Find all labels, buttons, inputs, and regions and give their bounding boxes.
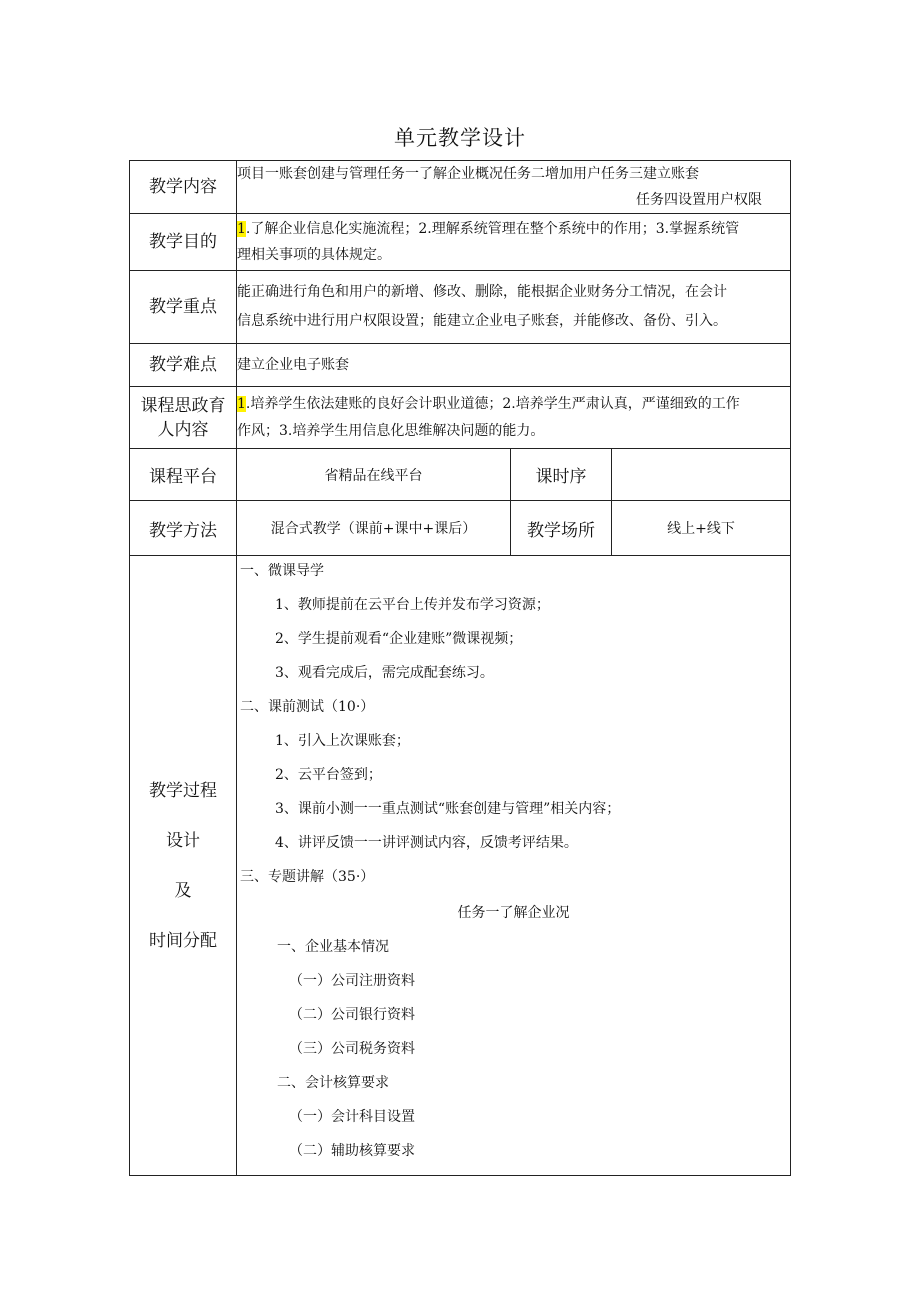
venue-label: 教学场所 <box>511 501 612 556</box>
content-line-2: 任务四设置用户权限 <box>636 192 763 208</box>
process-label-line-3: 及 <box>174 880 192 901</box>
process-subsection: 一、企业基本情况 <box>277 939 389 955</box>
process-subitem: （一）公司注册资料 <box>289 973 415 989</box>
key-points-label: 教学重点 <box>130 271 237 344</box>
difficulty-label: 教学难点 <box>130 344 237 387</box>
process-label-line-4: 时间分配 <box>149 930 217 951</box>
ideology-value <box>237 387 791 449</box>
process-item: 1、教师提前在云平台上传并发布学习资源； <box>275 597 550 613</box>
row-difficulty <box>130 344 791 387</box>
objective-highlight-marker: 1 <box>237 221 246 237</box>
ideology-label <box>130 387 237 449</box>
ideology-label-line-2: 人内容 <box>157 419 209 440</box>
process-section-3: 三、专题讲解（35·） <box>240 869 375 885</box>
ideology-line-2: 作风；3.培养学生用信息化思维解决问题的能力。 <box>237 422 545 439</box>
sequence-label: 课时序 <box>511 449 612 501</box>
method-value: 混合式教学（课前+课中+课后） <box>237 501 511 556</box>
key-points-line-2: 信息系统中进行用户权限设置；能建立企业电子账套，并能修改、备份、引入。 <box>237 313 727 329</box>
process-subitem: （一）会计科目设置 <box>289 1109 415 1125</box>
process-label <box>130 556 237 1176</box>
content-line-1: 项目一账套创建与管理任务一了解企业概况任务二增加用户任务三建立账套 <box>237 166 699 182</box>
ideology-highlight-marker: 1 <box>237 395 246 412</box>
venue-value: 线上+线下 <box>612 501 791 556</box>
objective-value <box>237 214 791 271</box>
row-platform <box>130 449 791 501</box>
row-method <box>130 501 791 556</box>
process-label-line-2: 设计 <box>166 830 200 851</box>
page-title: 单元教学设计 <box>394 126 526 150</box>
process-subsection: 二、会计核算要求 <box>277 1075 389 1091</box>
content-label: 教学内容 <box>130 161 237 214</box>
process-label-line-1: 教学过程 <box>149 780 217 801</box>
process-item: 2、云平台签到； <box>275 767 382 783</box>
row-ideology <box>130 387 791 449</box>
lesson-design-table <box>129 160 791 1176</box>
difficulty-value: 建立企业电子账套 <box>237 344 791 387</box>
process-content <box>237 556 791 1176</box>
row-objective <box>130 214 791 271</box>
row-content <box>130 161 791 214</box>
row-process <box>130 556 791 1176</box>
sequence-value <box>612 449 791 501</box>
process-section-1: 一、微课导学 <box>240 563 324 579</box>
platform-label: 课程平台 <box>130 449 237 501</box>
row-key-points <box>130 271 791 344</box>
process-item: 2、学生提前观看“企业建账”微课视频； <box>275 631 523 647</box>
process-item: 4、讲评反馈一一讲评测试内容，反馈考评结果。 <box>275 835 578 851</box>
process-item: 3、课前小测一一重点测试“账套创建与管理”相关内容； <box>275 801 621 817</box>
key-points-value <box>237 271 791 344</box>
process-item: 3、观看完成后，需完成配套练习。 <box>275 665 494 681</box>
process-task-title: 任务一了解企业况 <box>457 905 570 921</box>
objective-line-2: 理相关事项的具体规定。 <box>237 247 391 263</box>
content-value <box>237 161 791 214</box>
process-subitem: （三）公司税务资料 <box>289 1041 415 1057</box>
objective-line-1: .了解企业信息化实施流程；2.理解系统管理在整个系统中的作用；3.掌握系统管 <box>245 221 740 237</box>
process-section-2: 二、课前测试（10·） <box>240 699 375 715</box>
process-subitem: （二）公司银行资料 <box>289 1007 415 1023</box>
objective-label: 教学目的 <box>130 214 237 271</box>
platform-value: 省精品在线平台 <box>237 449 511 501</box>
key-points-line-1: 能正确进行角色和用户的新增、修改、删除，能根据企业财务分工情况，在会计 <box>237 284 727 300</box>
ideology-label-line-1: 课程思政育 <box>140 395 226 416</box>
process-subitem: （二）辅助核算要求 <box>289 1143 415 1159</box>
ideology-line-1: .培养学生依法建账的良好会计职业道德；2.培养学生严肃认真，严谨细致的工作 <box>245 395 740 412</box>
method-label: 教学方法 <box>130 501 237 556</box>
process-item: 1、引入上次课账套； <box>275 733 410 749</box>
